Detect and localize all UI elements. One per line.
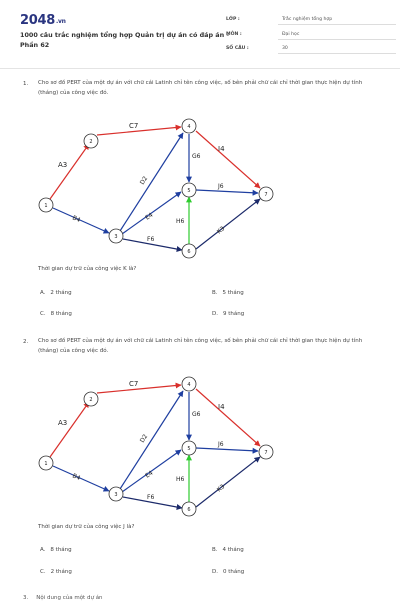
pert-diagram: [34, 368, 284, 518]
option-c[interactable]: C. 2 tháng: [40, 569, 72, 575]
question-ask: Thời gian dự trữ của công việc J là?: [38, 524, 135, 530]
question-ask: Thời gian dự trữ của công việc K là?: [38, 266, 137, 272]
question-text: Cho sơ đồ PERT của một dự án với chữ cái Latinh chỉ tên công việc, số bên phải chữ cái chỉ thời gian thực hiện dự tính (tháng) của công việc đó.: [38, 338, 363, 354]
page-header: 2048.vn 1000 câu trắc nghiệm tổng hợp Quản trị dự án có đáp án - Phần 62 LỚP : Trắc nghiệm tổng hợp MÔN : Đại học SỐ CÂU : 30: [0, 0, 400, 68]
option-b[interactable]: B. 4 tháng: [212, 547, 244, 553]
option-d[interactable]: D. 9 tháng: [212, 311, 245, 317]
option-c[interactable]: C. 8 tháng: [40, 311, 72, 317]
document-title: 1000 câu trắc nghiệm tổng hợp Quản trị dự án có đáp án - Phần 62: [20, 31, 229, 49]
option-a[interactable]: A. 8 tháng: [40, 547, 72, 553]
site-logo[interactable]: 2048.vn: [20, 13, 66, 28]
question-3-partial: 3. Nội dung của một dự án: [23, 595, 103, 601]
header-divider: [0, 68, 400, 69]
question-text: Cho sơ đồ PERT của một dự án với chữ cái Latinh chỉ tên công việc, số bên phải chữ cái chỉ thời gian thực hiện dự tính (tháng) của công việc đó.: [38, 80, 363, 96]
option-a[interactable]: A. 2 tháng: [40, 290, 72, 296]
question-number: 2.: [23, 339, 29, 345]
option-b[interactable]: B. 5 tháng: [212, 290, 244, 296]
question-number: 1.: [23, 81, 29, 87]
pert-diagram: [34, 110, 284, 260]
option-d[interactable]: D. 0 tháng: [212, 569, 245, 575]
